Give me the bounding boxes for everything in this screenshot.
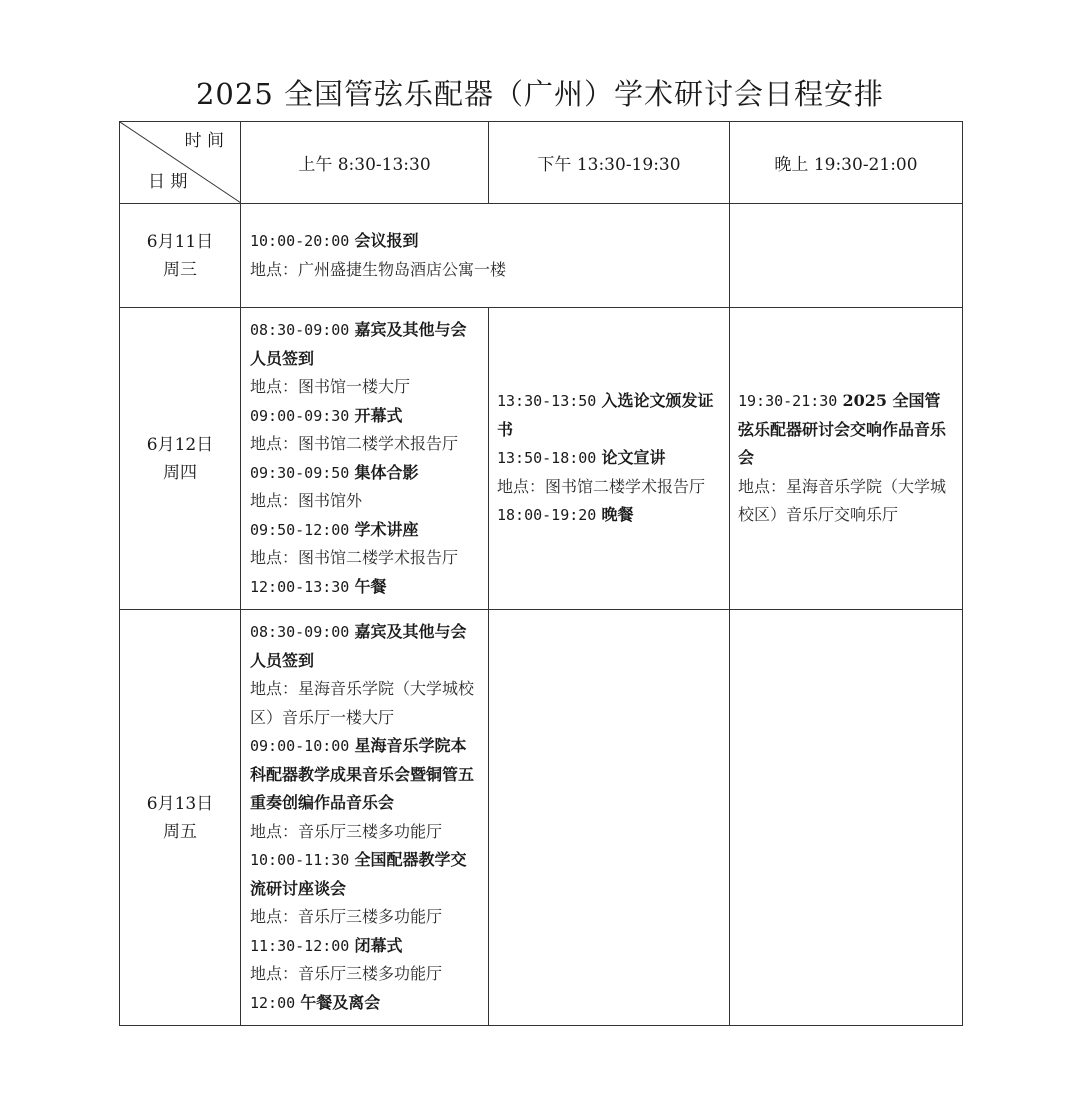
event-title: 星海音乐学院本科配器教学成果音乐会暨铜管五重奏创编作品音乐会 (250, 736, 475, 812)
event-location: 地点：星海音乐学院（大学城校区）音乐厅交响乐厅 (738, 476, 947, 525)
schedule-event (497, 444, 723, 473)
schedule-event (250, 573, 482, 602)
event-location: 地点：图书馆二楼学术报告厅 (497, 476, 706, 496)
schedule-event (250, 316, 482, 373)
event-title: 午餐及离会 (300, 992, 381, 1012)
event-time: 09:00-09:30 (250, 406, 350, 425)
event-time: 09:50-12:00 (250, 520, 350, 539)
page-title: 2025 全国管弦乐配器（广州）学术研讨会日程安排 (195, 77, 885, 111)
event-location: 地点：音乐厅三楼多功能厅 (250, 821, 443, 841)
schedule-event (250, 732, 482, 818)
schedule-event (738, 387, 956, 473)
event-title: 嘉宾及其他与会人员签到 (250, 622, 467, 670)
event-time: 08:30-09:00 (250, 321, 350, 339)
date-text: 6月11日 (146, 231, 214, 252)
event-title: 晚餐 (601, 505, 634, 525)
date-cell (120, 610, 241, 1026)
event-time: 19:30-21:30 (738, 392, 838, 411)
event-time: 12:00 (250, 993, 296, 1012)
time-label: 时 间 (184, 131, 224, 151)
event-location: 地点：图书馆二楼学术报告厅 (250, 548, 459, 567)
schedule-event (250, 459, 482, 488)
event-title: 会议报到 (354, 231, 419, 250)
event-title: 学术讲座 (354, 519, 419, 539)
event-time: 08:30-09:00 (250, 623, 350, 641)
event-location: 地点：广州盛捷生物岛酒店公寓一楼 (250, 259, 507, 279)
evening-cell (730, 308, 963, 610)
date-text: 6月13日 (146, 793, 214, 814)
morning-cell (241, 610, 489, 1026)
table-row (120, 610, 963, 1026)
empty-cell (730, 610, 963, 1026)
event-location: 地点：图书馆外 (250, 491, 363, 510)
table-row (120, 308, 963, 610)
schedule-event (497, 501, 723, 530)
event-time: 13:30-13:50 (497, 392, 597, 411)
event-time: 10:00-11:30 (250, 851, 350, 869)
schedule-event (250, 846, 482, 903)
event-title: 论文宣讲 (601, 448, 666, 468)
schedule-event (250, 618, 482, 675)
event-time: 13:50-18:00 (497, 449, 597, 468)
event-title: 集体合影 (354, 462, 419, 482)
event-location: 地点：星海音乐学院（大学城校区）音乐厅一楼大厅 (250, 679, 475, 727)
weekday-text: 周三 (163, 259, 197, 280)
event-location: 地点：图书馆一楼大厅 (250, 377, 411, 396)
empty-cell (730, 204, 963, 308)
schedule-event (250, 402, 482, 431)
weekday-text: 周五 (163, 821, 197, 842)
event-location: 地点：音乐厅三楼多功能厅 (250, 964, 443, 983)
schedule-event (250, 932, 482, 961)
event-time: 18:00-19:20 (497, 506, 597, 525)
date-label: 日 期 (148, 172, 188, 192)
event-title: 2025 全国管弦乐配器研讨会交响作品音乐会 (738, 391, 947, 468)
date-cell (120, 308, 241, 610)
empty-cell (489, 610, 730, 1026)
column-header-evening: 晚上 19:30-21:00 (730, 122, 963, 204)
weekday-text: 周四 (163, 462, 197, 483)
header-row (120, 122, 963, 204)
event-time: 10:00-20:00 (250, 232, 350, 250)
event-title: 闭幕式 (354, 935, 403, 955)
table-row (120, 204, 963, 308)
date-cell (120, 204, 241, 308)
event-location: 地点：图书馆二楼学术报告厅 (250, 434, 459, 453)
schedule-event (250, 516, 482, 545)
schedule-table (119, 121, 963, 1026)
event-title: 全国配器教学交流研讨座谈会 (250, 850, 467, 898)
column-header-morning: 上午 8:30-13:30 (241, 122, 489, 204)
schedule-event (497, 387, 723, 444)
morning-cell (241, 308, 489, 610)
corner-header-cell (120, 122, 241, 204)
event-location: 地点：音乐厅三楼多功能厅 (250, 907, 443, 926)
event-time: 12:00-13:30 (250, 577, 350, 596)
event-time: 09:30-09:50 (250, 463, 350, 482)
schedule-event (250, 989, 482, 1018)
event-time: 11:30-12:00 (250, 936, 350, 955)
event-title: 开幕式 (354, 405, 403, 425)
date-text: 6月12日 (146, 434, 214, 455)
event-time: 09:00-10:00 (250, 737, 350, 755)
column-header-afternoon: 下午 13:30-19:30 (489, 122, 730, 204)
event-title: 入选论文颁发证书 (497, 391, 714, 439)
event-title: 嘉宾及其他与会人员签到 (250, 320, 467, 368)
afternoon-cell (489, 308, 730, 610)
event-title: 午餐 (354, 576, 387, 596)
merged-day-cell (241, 204, 730, 308)
